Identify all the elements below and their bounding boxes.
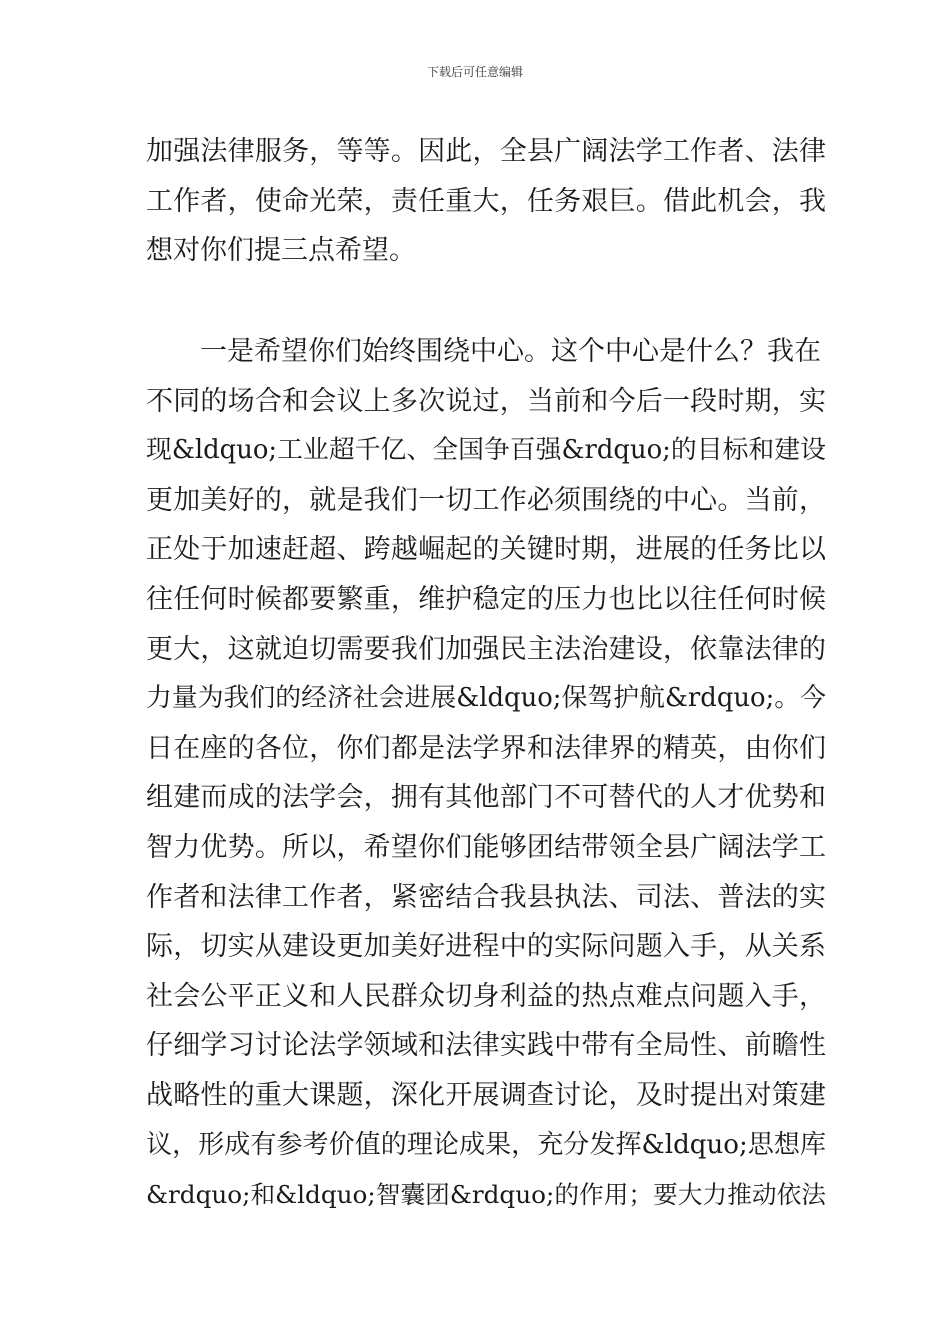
text-line: 议，形成有参考价值的理论成果，充分发挥&ldquo;思想库 [146, 1129, 826, 1160]
text-line: 力量为我们的经济社会进展&ldquo;保驾护航&rdquo;。今 [146, 683, 826, 714]
text-line: 日在座的各位，你们都是法学界和法律界的精英，由你们 [146, 732, 826, 764]
text-line: 加强法律服务，等等。因此，全县广阔法学工作者、法律 [146, 136, 826, 167]
paragraph-1 [146, 127, 826, 276]
text-line: 更大，这就迫切需要我们加强民主法治建设，依靠法律的 [146, 633, 826, 665]
text-line: 工作者，使命光荣，责任重大，任务艰巨。借此机会，我 [146, 185, 826, 217]
text-line: 际，切实从建设更加美好进程中的实际问题入手，从关系 [146, 931, 826, 963]
text-line: 更加美好的，就是我们一切工作必须围绕的中心。当前， [146, 484, 826, 516]
paragraph-2 [146, 327, 826, 1220]
text-line: 社会公平正义和人民群众切身利益的热点难点问题入手， [146, 980, 826, 1012]
text-line: 智力优势。所以，希望你们能够团结带领全县广阔法学工 [146, 831, 826, 863]
text-line: 组建而成的法学会，拥有其他部门不可替代的人才优势和 [146, 782, 826, 814]
text-line: 想对你们提三点希望。 [146, 235, 416, 267]
text-line: 不同的场合和会议上多次说过，当前和今后一段时期，实 [146, 385, 826, 417]
text-line: 战略性的重大课题，深化开展调查讨论，及时提出对策建 [146, 1079, 826, 1111]
page-header: 下载后可任意编辑 [426, 65, 523, 79]
text-line: 一是希望你们始终围绕中心。这个中心是什么？我在 [146, 336, 821, 367]
text-line: 仔细学习讨论法学领域和法律实践中带有全局性、前瞻性 [146, 1030, 826, 1062]
text-line: 往任何时候都要繁重，维护稳定的压力也比以往任何时候 [146, 583, 826, 615]
text-line: 作者和法律工作者，紧密结合我县执法、司法、普法的实 [146, 881, 826, 913]
text-line: 正处于加速赶超、跨越崛起的关键时期，进展的任务比以 [146, 534, 826, 566]
text-line: &rdquo;和&ldquo;智囊团&rdquo;的作用；要大力推动依法 [146, 1180, 826, 1210]
text-line: 现&ldquo;工业超千亿、全国争百强&rdquo;的目标和建设 [146, 435, 826, 466]
